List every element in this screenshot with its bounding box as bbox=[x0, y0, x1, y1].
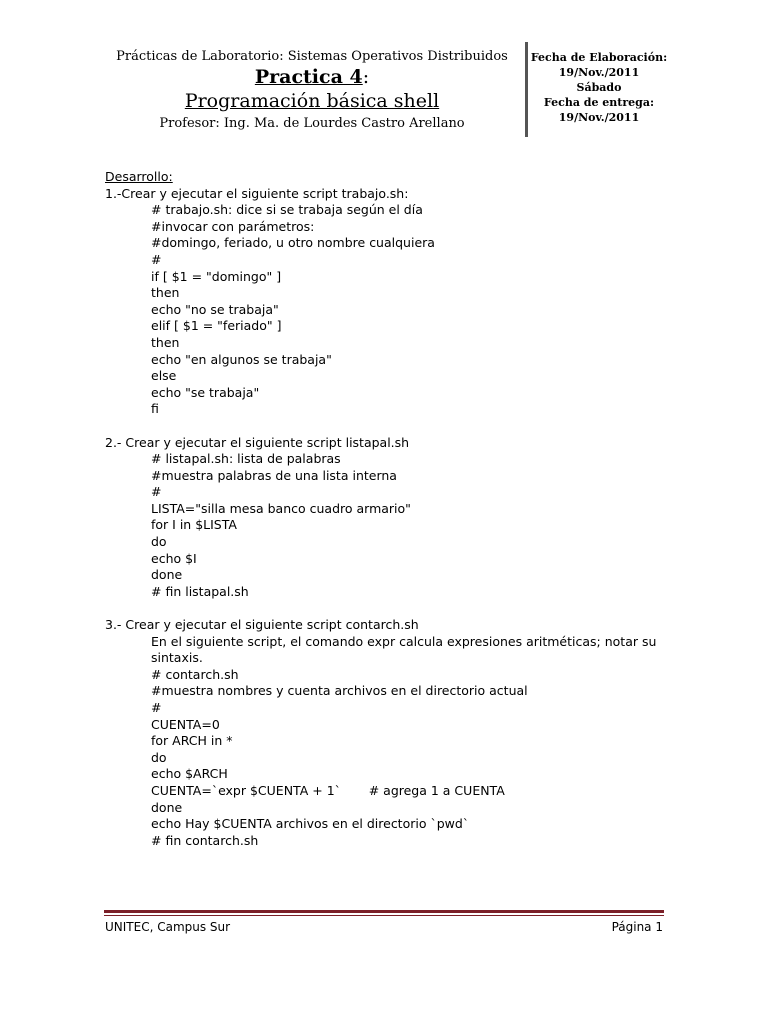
code-line: # fin contarch.sh bbox=[151, 832, 259, 848]
delivery-date: 19/Nov./2011 bbox=[558, 111, 640, 124]
code-line: # bbox=[151, 484, 162, 500]
delivery-date-label: Fecha de entrega: bbox=[543, 96, 655, 109]
code-line: done bbox=[151, 799, 183, 815]
elaboration-day: Sábado bbox=[576, 81, 622, 94]
code-line: else bbox=[151, 368, 177, 384]
code-line: for ARCH in * bbox=[151, 733, 233, 749]
code-line: do bbox=[151, 534, 167, 550]
code-line: do bbox=[151, 749, 167, 765]
spacer bbox=[105, 418, 665, 435]
section-heading: Desarrollo: bbox=[105, 169, 173, 184]
code-line: echo $I bbox=[151, 550, 197, 566]
code-line: if [ $1 = "domingo" ] bbox=[151, 268, 282, 284]
practice-title: Practica 4 bbox=[254, 66, 363, 88]
code-line: CUENTA=`expr $CUENTA + 1` # agrega 1 a CUENTA bbox=[151, 782, 505, 798]
code-line: #domingo, feriado, u otro nombre cualquiera bbox=[151, 235, 435, 251]
footer-rule bbox=[104, 910, 664, 913]
exercise-1-code bbox=[105, 202, 665, 418]
code-line: then bbox=[151, 334, 180, 350]
header-dates-block bbox=[530, 50, 668, 125]
footer-rule-thin bbox=[104, 915, 664, 916]
code-line: elif [ $1 = "feriado" ] bbox=[151, 318, 282, 334]
elaboration-date-label: Fecha de Elaboración: bbox=[530, 51, 668, 64]
document-body bbox=[105, 169, 665, 849]
code-line: fi bbox=[151, 401, 159, 417]
elaboration-date: 19/Nov./2011 bbox=[558, 66, 640, 79]
code-line: # bbox=[151, 700, 162, 715]
exercise-2 bbox=[105, 435, 665, 601]
code-line: for I in $LISTA bbox=[151, 517, 237, 533]
footer-institution: UNITEC, Campus Sur bbox=[105, 920, 231, 934]
professor-name: Profesor: Ing. Ma. de Lourdes Castro Arellano bbox=[159, 116, 465, 131]
code-line: echo $ARCH bbox=[151, 766, 228, 782]
code-line: echo Hay $CUENTA archivos en el directorio `pwd` bbox=[151, 816, 470, 832]
code-line: # listapal.sh: lista de palabras bbox=[151, 451, 341, 467]
exercise-3 bbox=[105, 617, 665, 849]
code-line: then bbox=[151, 285, 180, 301]
practice-title-line bbox=[100, 65, 524, 89]
code-line: # bbox=[151, 251, 162, 267]
exercise-2-code bbox=[105, 451, 665, 600]
course-name: Prácticas de Laboratorio: Sistemas Operativos Distribuidos bbox=[116, 49, 508, 64]
code-line: #muestra palabras de una lista interna bbox=[151, 467, 397, 483]
header-title-block bbox=[100, 48, 524, 132]
header-divider bbox=[525, 42, 528, 137]
code-line: #invocar con parámetros: bbox=[151, 218, 315, 234]
code-line: echo "en algunos se trabaja" bbox=[151, 351, 332, 367]
code-line: # contarch.sh bbox=[151, 666, 239, 682]
code-line: CUENTA=0 bbox=[151, 716, 220, 732]
code-line: done bbox=[151, 567, 183, 583]
exercise-3-title: 3.- Crear y ejecutar el siguiente script contarch.sh bbox=[105, 617, 419, 633]
code-line: echo "se trabaja" bbox=[151, 384, 260, 400]
code-line: # fin listapal.sh bbox=[151, 583, 249, 599]
exercise-3-code bbox=[105, 667, 665, 850]
code-line: # trabajo.sh: dice si se trabaja según el día bbox=[151, 202, 423, 218]
exercise-2-title: 2.- Crear y ejecutar el siguiente script listapal.sh bbox=[105, 434, 410, 450]
footer-page-number: Página 1 bbox=[611, 920, 663, 934]
code-line: #muestra nombres y cuenta archivos en el directorio actual bbox=[151, 683, 528, 699]
code-line: LISTA="silla mesa banco cuadro armario" bbox=[151, 500, 411, 516]
exercise-1 bbox=[105, 186, 665, 418]
practice-topic: Programación básica shell bbox=[184, 90, 440, 112]
practice-title-colon: : bbox=[362, 66, 370, 88]
code-line: echo "no se trabaja" bbox=[151, 301, 279, 317]
exercise-1-title: 1.-Crear y ejecutar el siguiente script trabajo.sh: bbox=[105, 185, 409, 201]
exercise-3-intro: En el siguiente script, el comando expr calcula expresiones aritméticas; notar su sintaxis. bbox=[151, 633, 657, 666]
spacer bbox=[105, 600, 665, 617]
